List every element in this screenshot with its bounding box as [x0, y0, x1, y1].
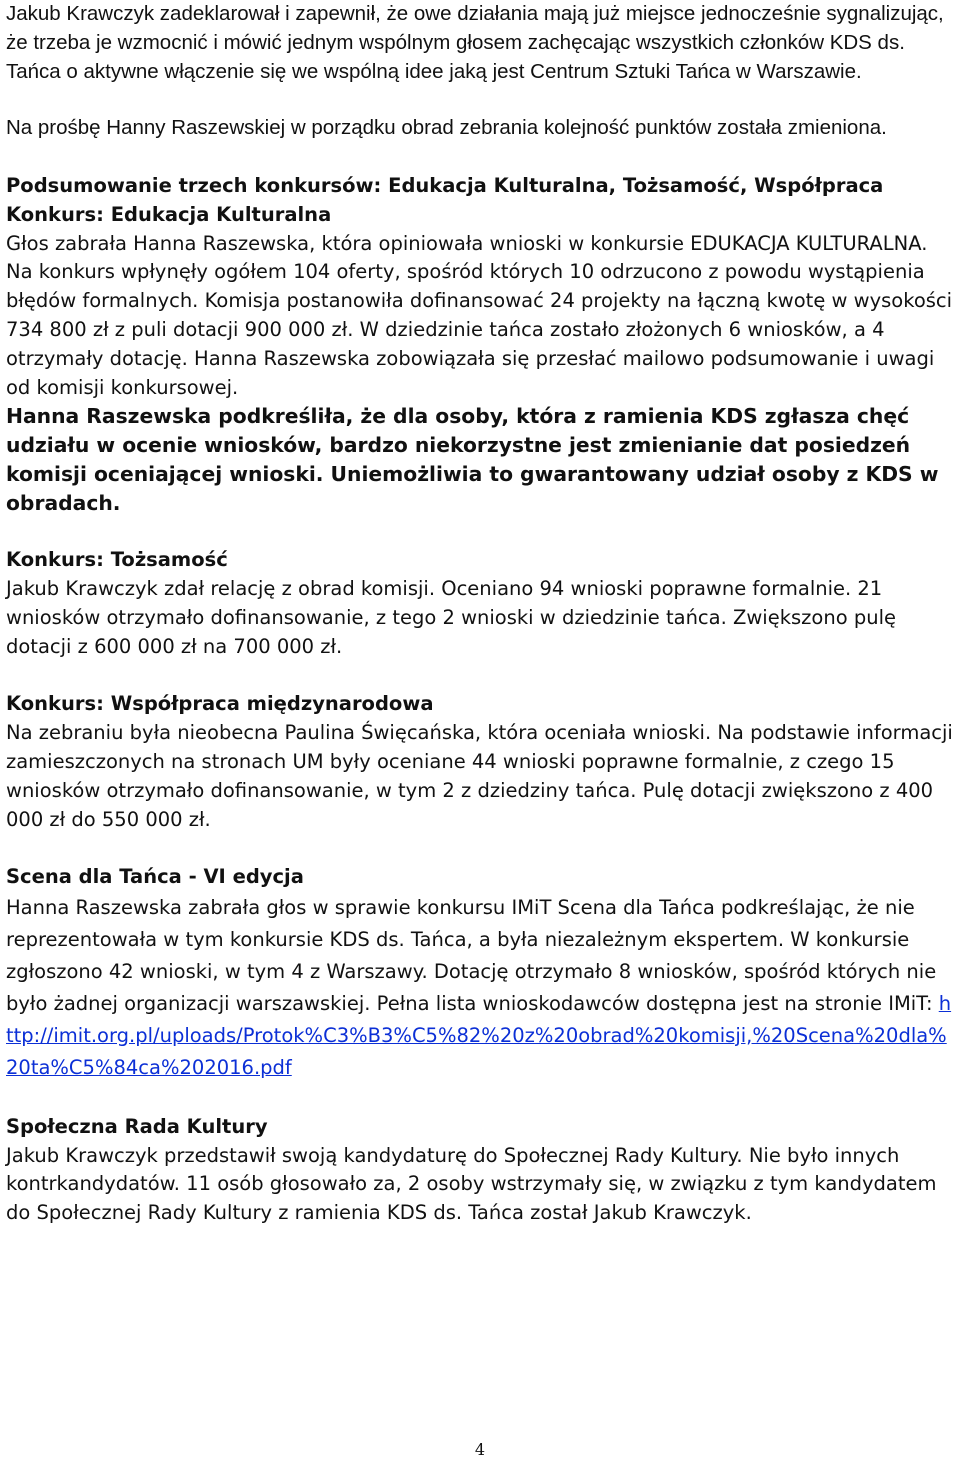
scena-heading: Scena dla Tańca - VI edycja	[6, 865, 304, 889]
section-summary	[6, 172, 954, 518]
rada-body: Jakub Krawczyk przedstawił swoją kandydaturę do Społecznej Rady Kultury. Nie było innych kontrkandydatów. 11 osób głosowało za, 2 osoby wstrzymały się, w związku z tym kandydatem do Społecznej Rady Kultury z ramienia KDS ds. Tańca został Jakub Krawczyk.	[6, 1143, 937, 1225]
edukacja-subheading: Konkurs: Edukacja Kulturalna	[6, 202, 332, 226]
page-number: 4	[474, 1440, 486, 1459]
scena-body	[6, 892, 954, 1084]
edukacja-body: Głos zabrała Hanna Raszewska, która opiniowała wnioski w konkursie EDUKACJA KULTURALNA. Na konkurs wpłynęły ogółem 104 oferty, spośród których 10 odrzucono z powodu wystąpienia błędów formalnych. Komisja postanowiła dofinansować 24 projekty na łączną kwotę w wysokości 734 800 zł z puli dotacji 900 000 zł. W dziedzinie tańca zostało złożonych 6 wniosków, a 4 otrzymały dotację. Hanna Raszewska zobowiązała się przesłać mailowo podsumowanie i uwagi od komisji konkursowej.	[6, 231, 953, 399]
rada-heading: Społeczna Rada Kultury	[6, 1114, 268, 1138]
summary-heading: Podsumowanie trzech konkursów: Edukacja Kulturalna, Tożsamość, Współpraca	[6, 173, 884, 197]
scena-body-text: Hanna Raszewska zabrała głos w sprawie konkursu IMiT Scena dla Tańca podkreślając, że nie reprezentowała w tym konkursie KDS ds. Tańca, a była niezależnym ekspertem. W konkursie zgłoszono 42 wnioski, w tym 4 z Warszawy. Dotację otrzymało 8 wniosków, spośród których nie było żadnej organizacji warszawskiej. Pełna lista wnioskodawców dostępna jest na stronie IMiT:	[6, 895, 939, 1015]
tozsamosc-heading: Konkurs: Tożsamość	[6, 548, 228, 572]
section-scena	[6, 863, 954, 1084]
edukacja-bold-note: Hanna Raszewska podkreśliła, że dla osoby, która z ramienia KDS zgłasza chęć udziału w ocenie wniosków, bardzo niekorzystne jest zmienianie dat posiedzeń komisji oceniającej wnioski. Uniemożliwia to gwarantowany udział osoby z KDS w obradach.	[6, 404, 939, 515]
tozsamosc-body: Jakub Krawczyk zdał relację z obrad komisji. Oceniano 94 wnioski poprawne formalnie. 21 wniosków otrzymało dofinansowanie, z tego 2 wnioski w dziedzinie tańca. Zwiększono pulę dotacji z 600 000 zł na 700 000 zł.	[6, 577, 896, 658]
section-rada	[6, 1113, 954, 1228]
wspolpraca-heading: Konkurs: Współpraca międzynarodowa	[6, 692, 434, 716]
imit-results-link[interactable]: http://imit.org.pl/uploads/Protok%C3%B3%C5%82%20z%20obrad%20komisji,%20Scena%20dla%20ta%C5%84ca%202016.pdf	[6, 991, 952, 1079]
wspolpraca-body: Na zebraniu była nieobecna Paulina Święcańska, która oceniała wnioski. Na podstawie informacji zamieszczonych na stronach UM były oceniane 44 wnioski poprawne formalnie, z czego 15 wniosków otrzymało dofinansowanie, w tym 2 z dziedziny tańca. Pulę dotacji zwiększono z 400 000 zł do 550 000 zł.	[6, 721, 953, 831]
intro-paragraph-1: Jakub Krawczyk zadeklarował i zapewnił, że owe działania mają już miejsce jednocześnie sygnalizując, że trzeba je wzmocnić i mówić jednym wspólnym głosem zachęcając wszystkich członków KDS ds. Tańca o aktywne włączenie się we wspólną idee jaką jest Centrum Sztuki Tańca w Warszawie.	[6, 2, 944, 83]
section-tozsamosc	[6, 546, 954, 661]
section-wspolpraca	[6, 690, 954, 834]
intro-paragraph-2: Na prośbę Hanny Raszewskiej w porządku obrad zebrania kolejność punktów została zmieniona.	[6, 116, 887, 140]
